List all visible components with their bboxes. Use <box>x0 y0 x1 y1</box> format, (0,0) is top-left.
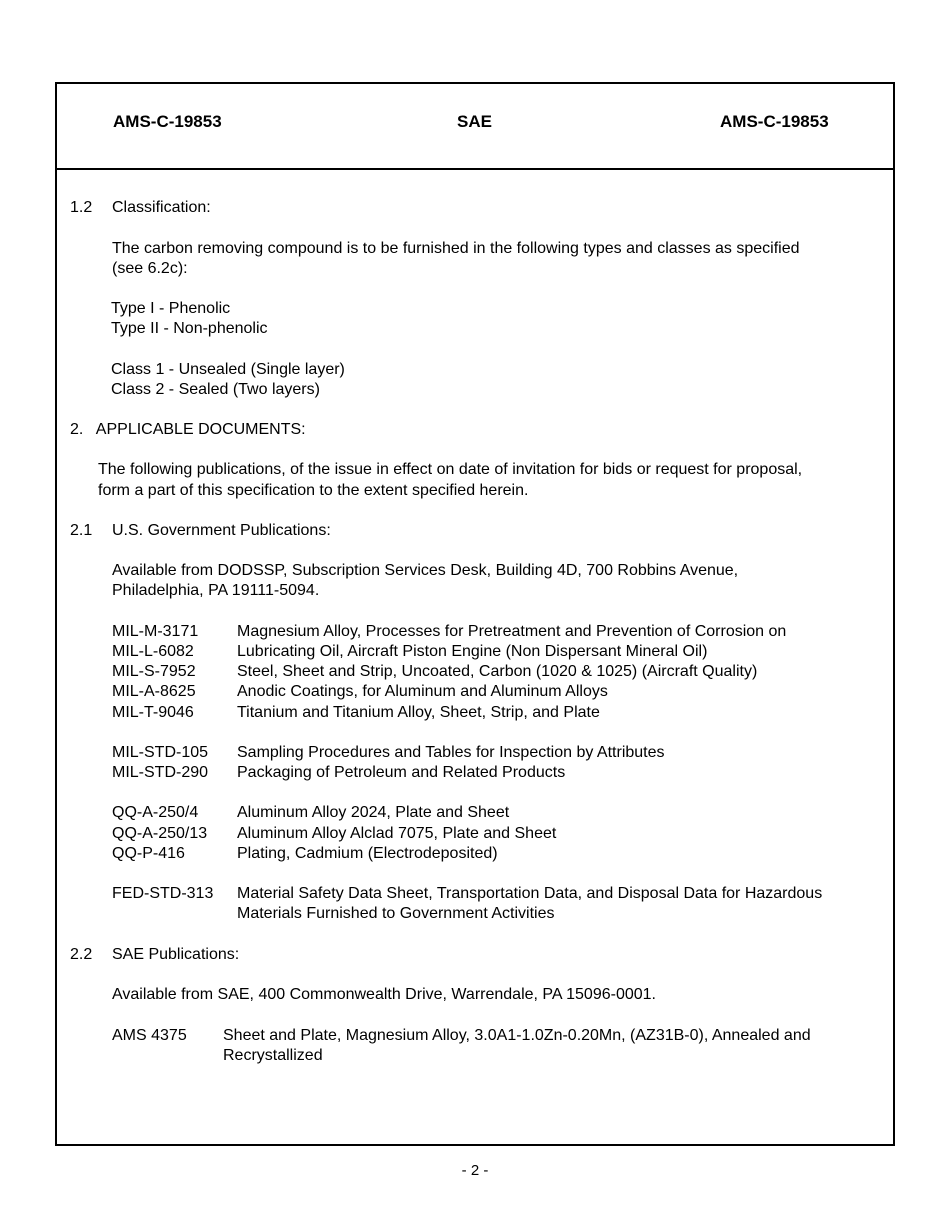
doc-code: MIL-STD-290 <box>112 764 209 781</box>
doc-title: Packaging of Petroleum and Related Products <box>237 764 566 781</box>
section-number: 1.2 <box>70 199 93 216</box>
paragraph-line: The carbon removing compound is to be furnished in the following types and classes as specified <box>112 240 800 257</box>
doc-code: FED-STD-313 <box>112 885 214 902</box>
doc-code: MIL-A-8625 <box>112 683 196 700</box>
doc-title: Materials Furnished to Government Activities <box>237 905 555 922</box>
doc-code: QQ-A-250/13 <box>112 825 208 842</box>
doc-title: Aluminum Alloy Alclad 7075, Plate and Sheet <box>237 825 557 842</box>
availability-line: Available from SAE, 400 Commonwealth Drive, Warrendale, PA 15096-0001. <box>112 986 656 1003</box>
doc-title: Anodic Coatings, for Aluminum and Aluminum Alloys <box>237 683 608 700</box>
section-title: Classification: <box>112 199 211 216</box>
paragraph-line: (see 6.2c): <box>112 260 188 277</box>
doc-title: Recrystallized <box>223 1047 323 1064</box>
paragraph-line: The following publications, of the issue in effect on date of invitation for bids or request for proposal, <box>98 461 803 478</box>
doc-title: Sampling Procedures and Tables for Inspection by Attributes <box>237 744 665 761</box>
doc-code: MIL-M-3171 <box>112 623 199 640</box>
section-title: U.S. Government Publications: <box>112 522 331 539</box>
type-item: Type I - Phenolic <box>111 300 231 317</box>
page-header <box>57 84 893 170</box>
doc-code: AMS 4375 <box>112 1027 187 1044</box>
doc-code: MIL-STD-105 <box>112 744 209 761</box>
doc-title: Material Safety Data Sheet, Transportation Data, and Disposal Data for Hazardous <box>237 885 823 902</box>
class-item: Class 2 - Sealed (Two layers) <box>111 381 320 398</box>
doc-title: Aluminum Alloy 2024, Plate and Sheet <box>237 804 510 821</box>
doc-code: QQ-P-416 <box>112 845 185 862</box>
section-title: SAE Publications: <box>112 946 240 963</box>
doc-title: Sheet and Plate, Magnesium Alloy, 3.0A1-1.0Zn-0.20Mn, (AZ31B-0), Annealed and <box>223 1027 811 1044</box>
availability-line: Philadelphia, PA 19111-5094. <box>112 582 320 599</box>
doc-code: MIL-S-7952 <box>112 663 196 680</box>
header-doc-id-right: AMS-C-19853 <box>720 112 829 131</box>
type-item: Type II - Non-phenolic <box>111 320 268 337</box>
doc-title: Steel, Sheet and Strip, Uncoated, Carbon (1020 & 1025) (Aircraft Quality) <box>237 663 758 680</box>
doc-title: Magnesium Alloy, Processes for Pretreatment and Prevention of Corrosion on <box>237 623 787 640</box>
paragraph-line: form a part of this specification to the extent specified herein. <box>98 482 529 499</box>
doc-title: Titanium and Titanium Alloy, Sheet, Strip, and Plate <box>237 704 600 721</box>
doc-title: Lubricating Oil, Aircraft Piston Engine (Non Dispersant Mineral Oil) <box>237 643 708 660</box>
doc-title: Plating, Cadmium (Electrodeposited) <box>237 845 498 862</box>
section-number: 2.2 <box>70 946 93 963</box>
doc-code: MIL-T-9046 <box>112 704 194 721</box>
doc-code: MIL-L-6082 <box>112 643 194 660</box>
page-number: - 2 - <box>461 1162 489 1179</box>
header-org: SAE <box>457 112 492 131</box>
doc-code: QQ-A-250/4 <box>112 804 199 821</box>
section-heading: 2. APPLICABLE DOCUMENTS: <box>70 421 306 438</box>
section-number: 2.1 <box>70 522 93 539</box>
class-item: Class 1 - Unsealed (Single layer) <box>111 361 345 378</box>
availability-line: Available from DODSSP, Subscription Services Desk, Building 4D, 700 Robbins Avenue, <box>112 562 739 579</box>
header-doc-id-left: AMS-C-19853 <box>113 112 222 131</box>
